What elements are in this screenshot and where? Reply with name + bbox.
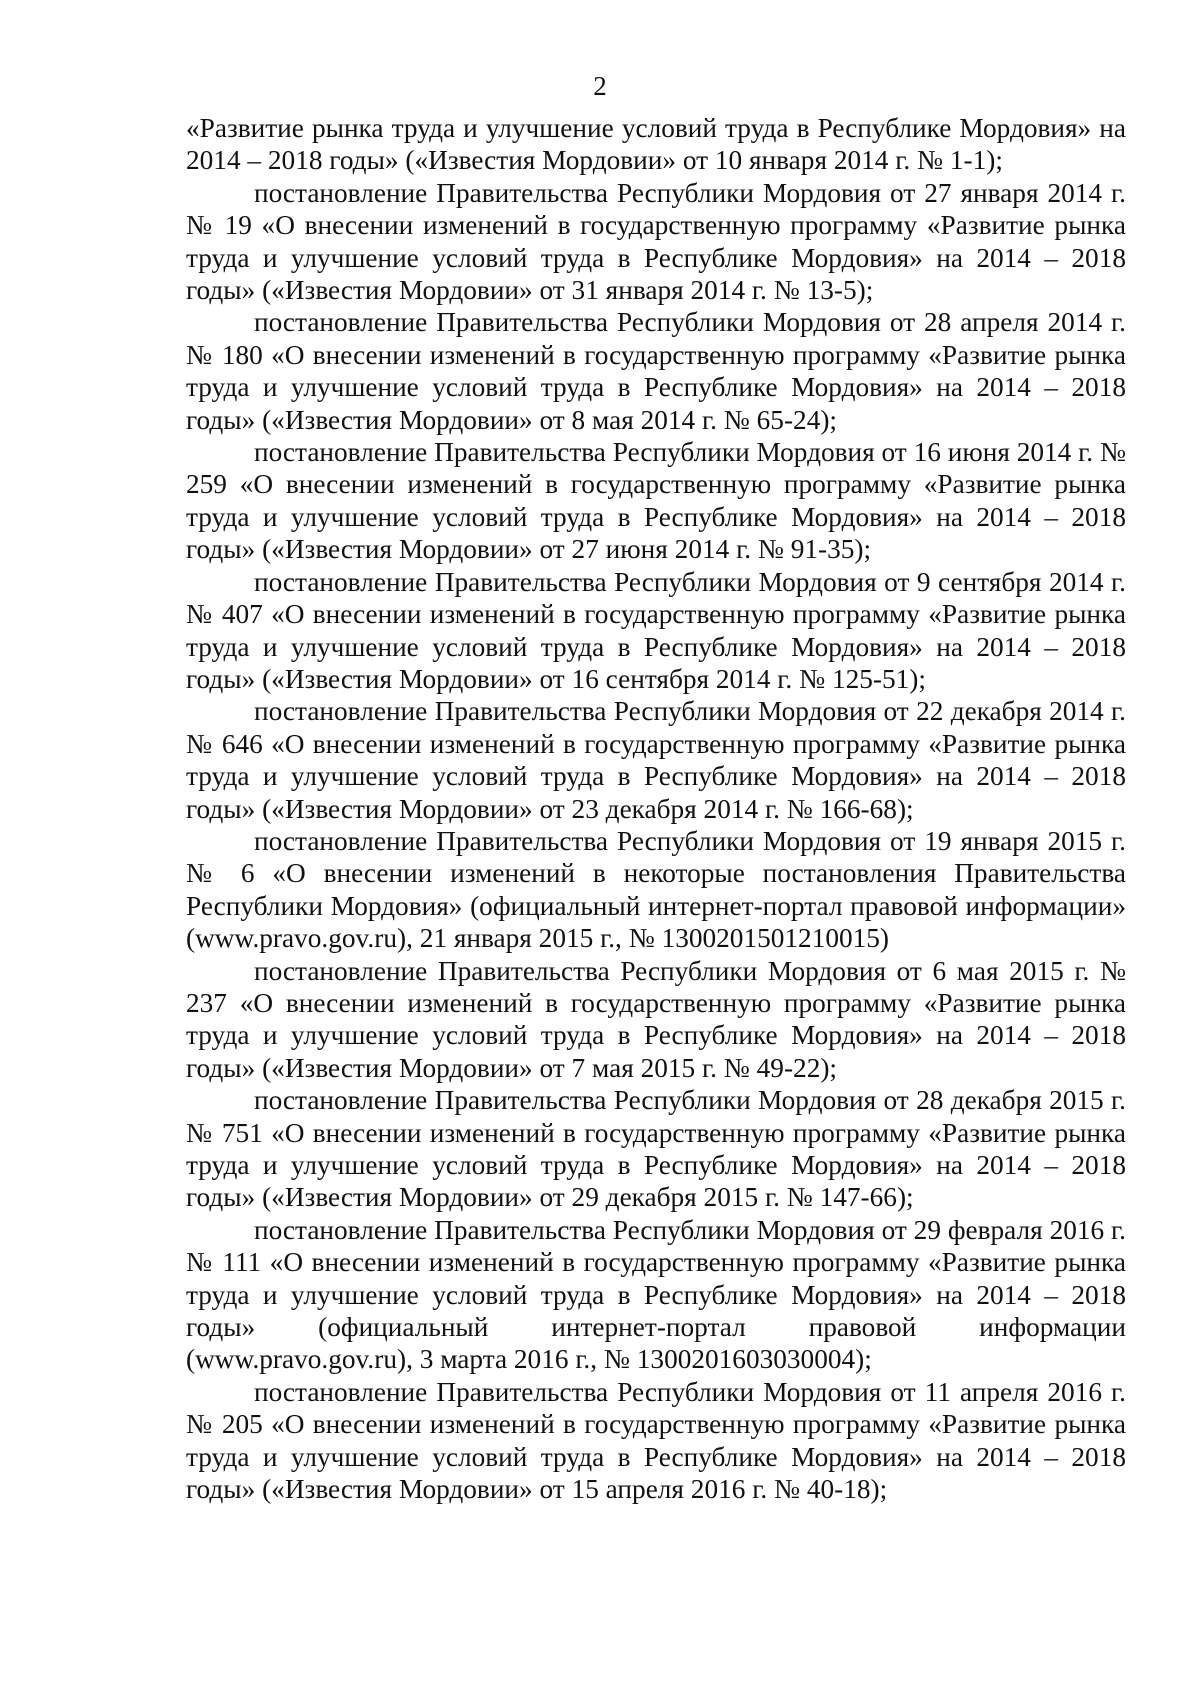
paragraph: постановление Правительства Республики Мордовия от 28 декабря 2015 г. № 751 «О внесении изменений в государственную программу «Развитие рынка труда и улучшение условий труда в Республике Мордовия» на 2014 – 2018 годы» («Известия Мордовии» от 29 декабря 2015 г. № 147-66); (186, 1085, 1126, 1213)
paragraph: постановление Правительства Республики Мордовия от 19 января 2015 г. № 6 «О внесении изменений в некоторые постановления Правительства Республики Мордовия» (официальный интернет-портал правовой информации» (www.pravo.gov.ru), 21 января 2015 г., № 1300201501210015) (186, 825, 1126, 954)
paragraph: постановление Правительства Республики Мордовия от 27 января 2014 г. № 19 «О внесении изменений в государственную программу «Развитие рынка труда и улучшение условий труда в Республике Мордовия» на 2014 – 2018 годы» («Известия Мордовии» от 31 января 2014 г. № 13-5); (186, 177, 1126, 306)
paragraph: постановление Правительства Республики Мордовия от 11 апреля 2016 г. № 205 «О внесении изменений в государственную программу «Развитие рынка труда и улучшение условий труда в Республике Мордовия» на 2014 – 2018 годы» («Известия Мордовии» от 15 апреля 2016 г. № 40-18); (186, 1376, 1126, 1505)
document-body (186, 112, 1126, 1505)
page-number: 2 (593, 71, 607, 101)
paragraph: «Развитие рынка труда и улучшение условий труда в Республике Мордовия» на 2014 – 2018 годы» («Известия Мордовии» от 10 января 2014 г. № 1-1); (186, 113, 1126, 176)
paragraph: постановление Правительства Республики Мордовия от 9 сентября 2014 г. № 407 «О внесении изменений в государственную программу «Развитие рынка труда и улучшение условий труда в Республике Мордовия» на 2014 – 2018 годы» («Известия Мордовии» от 16 сентября 2014 г. № 125-51); (186, 566, 1126, 694)
paragraph: постановление Правительства Республики Мордовия от 16 июня 2014 г. № 259 «О внесении изменений в государственную программу «Развитие рынка труда и улучшение условий труда в Республике Мордовия» на 2014 – 2018 годы» («Известия Мордовии» от 27 июня 2014 г. № 91-35); (186, 437, 1126, 565)
paragraph: постановление Правительства Республики Мордовия от 28 апреля 2014 г. № 180 «О внесении изменений в государственную программу «Развитие рынка труда и улучшение условий труда в Республике Мордовия» на 2014 – 2018 годы» («Известия Мордовии» от 8 мая 2014 г. № 65-24); (186, 307, 1126, 435)
paragraph: постановление Правительства Республики Мордовия от 6 мая 2015 г. № 237 «О внесении изменений в государственную программу «Развитие рынка труда и улучшение условий труда в Республике Мордовия» на 2014 – 2018 годы» («Известия Мордовии» от 7 мая 2015 г. № 49-22); (186, 955, 1126, 1083)
paragraph: постановление Правительства Республики Мордовия от 29 февраля 2016 г. № 111 «О внесении изменений в государственную программу «Развитие рынка труда и улучшение условий труда в Республике Мордовия» на 2014 – 2018 годы» (официальный интернет-портал правовой информации (www.pravo.gov.ru), 3 марта 2016 г., № 1300201603030004); (186, 1214, 1126, 1375)
paragraph: постановление Правительства Республики Мордовия от 22 декабря 2014 г. № 646 «О внесении изменений в государственную программу «Развитие рынка труда и улучшение условий труда в Республике Мордовия» на 2014 – 2018 годы» («Известия Мордовии» от 23 декабря 2014 г. № 166-68); (186, 696, 1126, 824)
